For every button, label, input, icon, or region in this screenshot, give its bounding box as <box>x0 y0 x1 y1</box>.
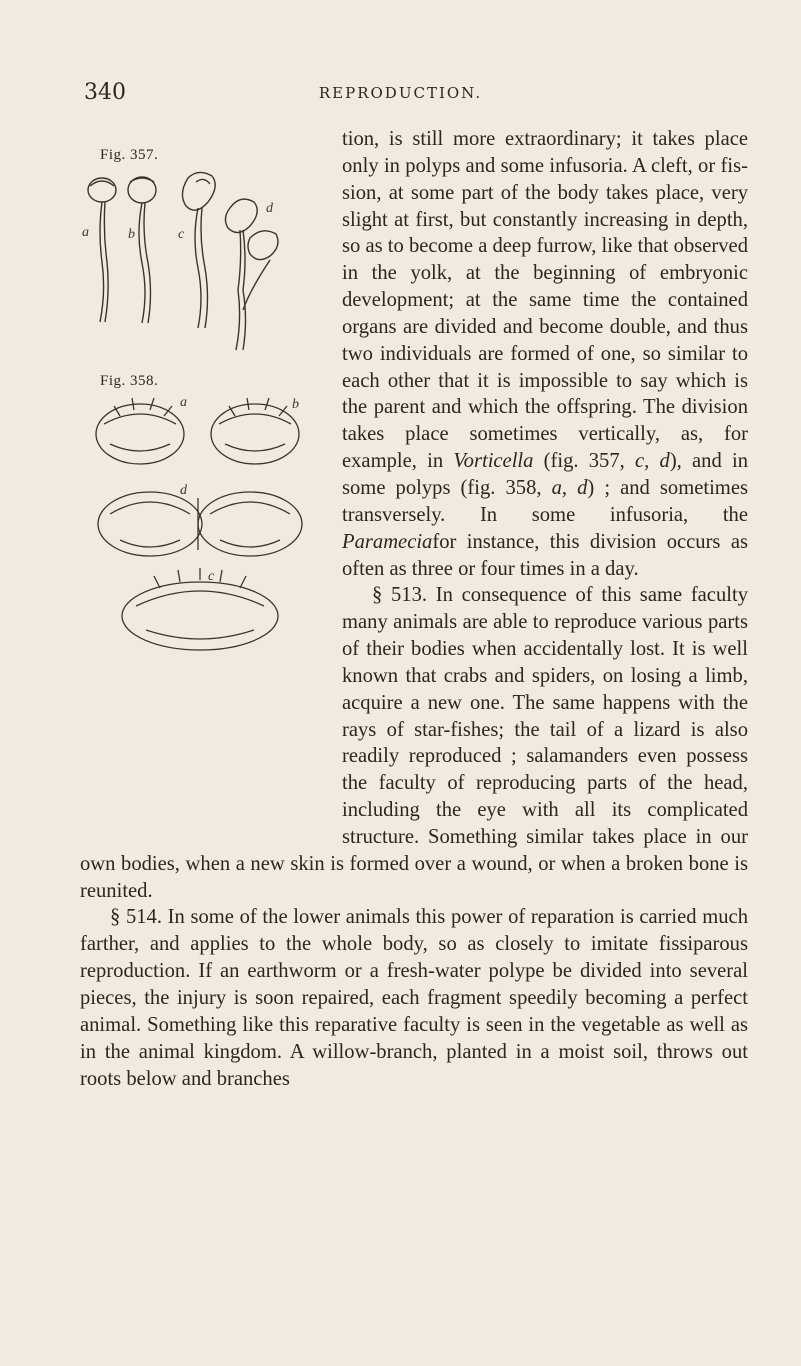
figure-column <box>80 128 328 828</box>
paragraph-513: § 513. In consequence of this same faculty many animals are able to reproduce various parts of their bodies when accidentally lost. It is well known that crabs and spiders, on losing a limb, acquire a new one. The same happens with the rays of star-fishes; the tail of a lizard is also readily reproduced ; salamanders even possess the faculty of reproducing parts of the head, including the eye with all its complicated structure. Something similar takes place in our own bodies, when a new skin is formed over a wound, or when a broken bone is reunited. <box>80 584 748 902</box>
fig-ref-cd: c, d <box>635 450 670 473</box>
fig-357-caption: Fig. 357. <box>100 147 159 163</box>
svg-text:b: b <box>128 227 135 242</box>
svg-text:c: c <box>178 227 185 242</box>
page-number: 340 <box>84 80 126 105</box>
term-paramecia: Paramecia <box>342 530 433 553</box>
paragraph-1-part-b: (fig. 357, <box>533 450 635 473</box>
fig-358-polyp-illustration <box>80 394 328 834</box>
svg-text:a: a <box>180 395 187 410</box>
paragraph-1-part-d: ) ; and sometimes transversely. In some infusoria, the <box>342 476 748 526</box>
body-text <box>80 126 748 1092</box>
fig-357-vorticella-illustration <box>80 168 328 368</box>
paragraph-1-part-c: ), and in some polyps (fig. 358, <box>342 450 748 499</box>
running-header <box>84 80 717 108</box>
svg-text:d: d <box>266 201 273 216</box>
paragraph-1-part-e: for instance, this division occurs as often as three or four times in a day. <box>342 530 748 580</box>
svg-text:d: d <box>180 483 187 498</box>
svg-text:b: b <box>292 397 299 412</box>
fig-358-caption: Fig. 358. <box>100 373 159 389</box>
fig-ref-ad: a, d <box>551 476 588 499</box>
paragraph-1-part-a: tion, is still more extraordinary; it takes place only in polyps and some infusoria. A cleft, or fission, at some part of the body takes place, very slight at first, but constantly increasing in depth, so as to become a deep furrow, like that observed in the yolk, at the beginning of embryonic development; at the same time the contained organs are divided and become double, and thus two individuals are formed of one, so similar to each other that it is impossible to say which is the parent and which the offspring. The division takes place sometimes vertically, as, for example, in <box>342 128 748 473</box>
svg-text:c: c <box>208 569 215 584</box>
term-vorticella: Vorticella <box>453 450 534 473</box>
svg-text:a: a <box>82 225 89 240</box>
paragraph-514: § 514. In some of the lower animals this power of reparation is carried much farther, and applies to the whole body, so as closely to imitate fissiparous reproduction. If an earthworm or a fresh-water polype be divided into several pieces, the injury is soon repaired, each fragment speedily becoming a perfect animal. Something like this reparative faculty is seen in the vegetable as well as in the animal kingdom. A willow-branch, planted in a moist soil, throws out roots below and branches <box>80 906 748 1090</box>
running-title: REPRODUCTION. <box>318 84 483 102</box>
